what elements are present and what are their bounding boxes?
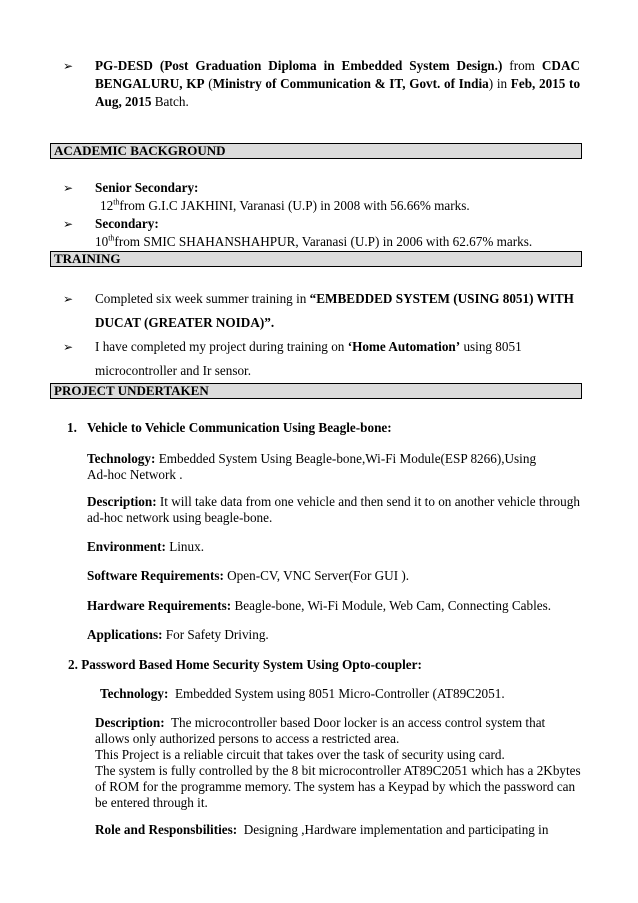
secondary-class-text: from SMIC SHAHANSHAHPUR, Varanasi (U.P) in 2006 with 62.67% marks. xyxy=(114,234,533,249)
pgdesd-line-1 xyxy=(95,57,580,75)
project-2-description-l4: The system is fully controlled by the 8 bit microcontroller AT89C2051 which has a 2Kbytes xyxy=(95,763,581,778)
project-2-description-l3: This Project is a reliable circuit that takes over the task of security using card. xyxy=(95,747,505,762)
hw-text: Beagle-bone, Wi-Fi Module, Web Cam, Connecting Cables. xyxy=(234,598,552,613)
training-2-text: I have completed my project during training on xyxy=(95,339,345,354)
pgdesd-org-part: CDAC xyxy=(541,58,580,73)
project-1-hardware xyxy=(87,597,551,615)
env-label: Environment: xyxy=(87,539,166,554)
senior-class-sup: th xyxy=(113,197,120,207)
pgdesd-in: in xyxy=(496,76,508,91)
arrow-bullet-icon: ➢ xyxy=(63,217,74,231)
pgdesd-org-rest: BENGALURU, KP xyxy=(95,76,205,91)
project-2-description-l5: of ROM for the programme memory. The system has a Keypad by which the password can xyxy=(95,779,576,794)
pgdesd-batch: Batch. xyxy=(154,94,189,109)
training-2-line-2: microcontroller and Ir sensor. xyxy=(95,363,252,378)
senior-class-text: from G.I.C JAKHINI, Varanasi (U.P) in 2008 with 56.66% marks. xyxy=(119,198,470,213)
pgdesd-line-3 xyxy=(95,93,189,111)
desc-text: The microcontroller based Door locker is an access control system that xyxy=(170,715,546,730)
pgdesd-ministry: Ministry of Communication & IT, Govt. of India xyxy=(212,76,489,91)
arrow-bullet-icon: ➢ xyxy=(63,181,74,195)
project-2-technology xyxy=(100,685,505,703)
tech-text: Embedded System using 8051 Micro-Controller (AT89C2051. xyxy=(174,686,505,701)
app-label: Applications: xyxy=(87,627,163,642)
app-text: For Safety Driving. xyxy=(165,627,269,642)
desc-label: Description: xyxy=(87,494,157,509)
arrow-bullet-icon: ➢ xyxy=(63,59,74,73)
arrow-bullet-icon: ➢ xyxy=(63,292,74,306)
desc-label: Description: xyxy=(95,715,165,730)
secondary-label: Secondary: xyxy=(95,216,159,231)
senior-class-num: 12 xyxy=(100,198,114,213)
pgdesd-line-2 xyxy=(95,75,580,93)
tech-label: Technology: xyxy=(100,686,169,701)
training-1-text: Completed six week summer training in xyxy=(95,291,307,306)
tech-label: Technology: xyxy=(87,451,156,466)
role-text: Designing ,Hardware implementation and participating in xyxy=(243,822,549,837)
project-1-applications xyxy=(87,626,269,644)
section-header-projects: PROJECT UNDERTAKEN xyxy=(50,383,582,399)
pgdesd-title: PG-DESD (Post Graduation Diploma in Embedded System Design.) xyxy=(95,58,503,73)
arrow-bullet-icon: ➢ xyxy=(63,340,74,354)
training-item-1 xyxy=(95,290,574,308)
pgdesd-period-end: Aug, 2015 xyxy=(95,94,152,109)
pgdesd-from: from xyxy=(509,58,535,73)
project-1-software xyxy=(87,567,409,585)
project-2-title: 2. Password Based Home Security System Using Opto-coupler: xyxy=(68,657,422,672)
training-2-text-post: using 8051 xyxy=(463,339,522,354)
training-item-2 xyxy=(95,338,522,356)
secondary-detail xyxy=(95,233,532,251)
sw-label: Software Requirements: xyxy=(87,568,224,583)
senior-secondary-label: Senior Secondary: xyxy=(95,180,199,195)
section-header-academic: ACADEMIC BACKGROUND xyxy=(50,143,582,159)
training-1-course-cont: DUCAT (GREATER NOIDA)”. xyxy=(95,315,275,330)
project-2-role xyxy=(95,821,548,839)
paren-close: ) xyxy=(488,76,494,91)
sw-text: Open-CV, VNC Server(For GUI ). xyxy=(227,568,410,583)
section-header-training: TRAINING xyxy=(50,251,582,267)
project-1-environment xyxy=(87,538,204,556)
desc-text: It will take data from one vehicle and then send it to on another vehicle through xyxy=(159,494,580,509)
pgdesd-period-start: Feb, 2015 to xyxy=(510,76,581,91)
tech-text: Embedded System Using Beagle-bone,Wi-Fi Module(ESP 8266),Using xyxy=(158,451,537,466)
training-2-project: ‘Home Automation’ xyxy=(347,339,461,354)
project-2-description-l2: allows only authorized persons to access a restricted area. xyxy=(95,731,400,746)
role-label: Role and Responsbilities: xyxy=(95,822,238,837)
project-1-title: Vehicle to Vehicle Communication Using Beagle-bone: xyxy=(87,420,392,435)
env-text: Linux. xyxy=(169,539,204,554)
paren-open: ( xyxy=(208,76,213,91)
secondary-class-num: 10 xyxy=(95,234,109,249)
senior-secondary-detail xyxy=(100,197,470,215)
secondary-class-sup: th xyxy=(108,233,115,243)
project-1-description-2: ad-hoc network using beagle-bone. xyxy=(87,510,273,525)
project-1-technology-2: Ad-hoc Network . xyxy=(87,467,183,482)
training-1-course: “EMBEDDED SYSTEM (USING 8051) WITH xyxy=(309,291,574,306)
project-2-description-l6: be entered through it. xyxy=(95,795,208,810)
hw-label: Hardware Requirements: xyxy=(87,598,232,613)
project-1-number: 1. xyxy=(67,420,77,435)
